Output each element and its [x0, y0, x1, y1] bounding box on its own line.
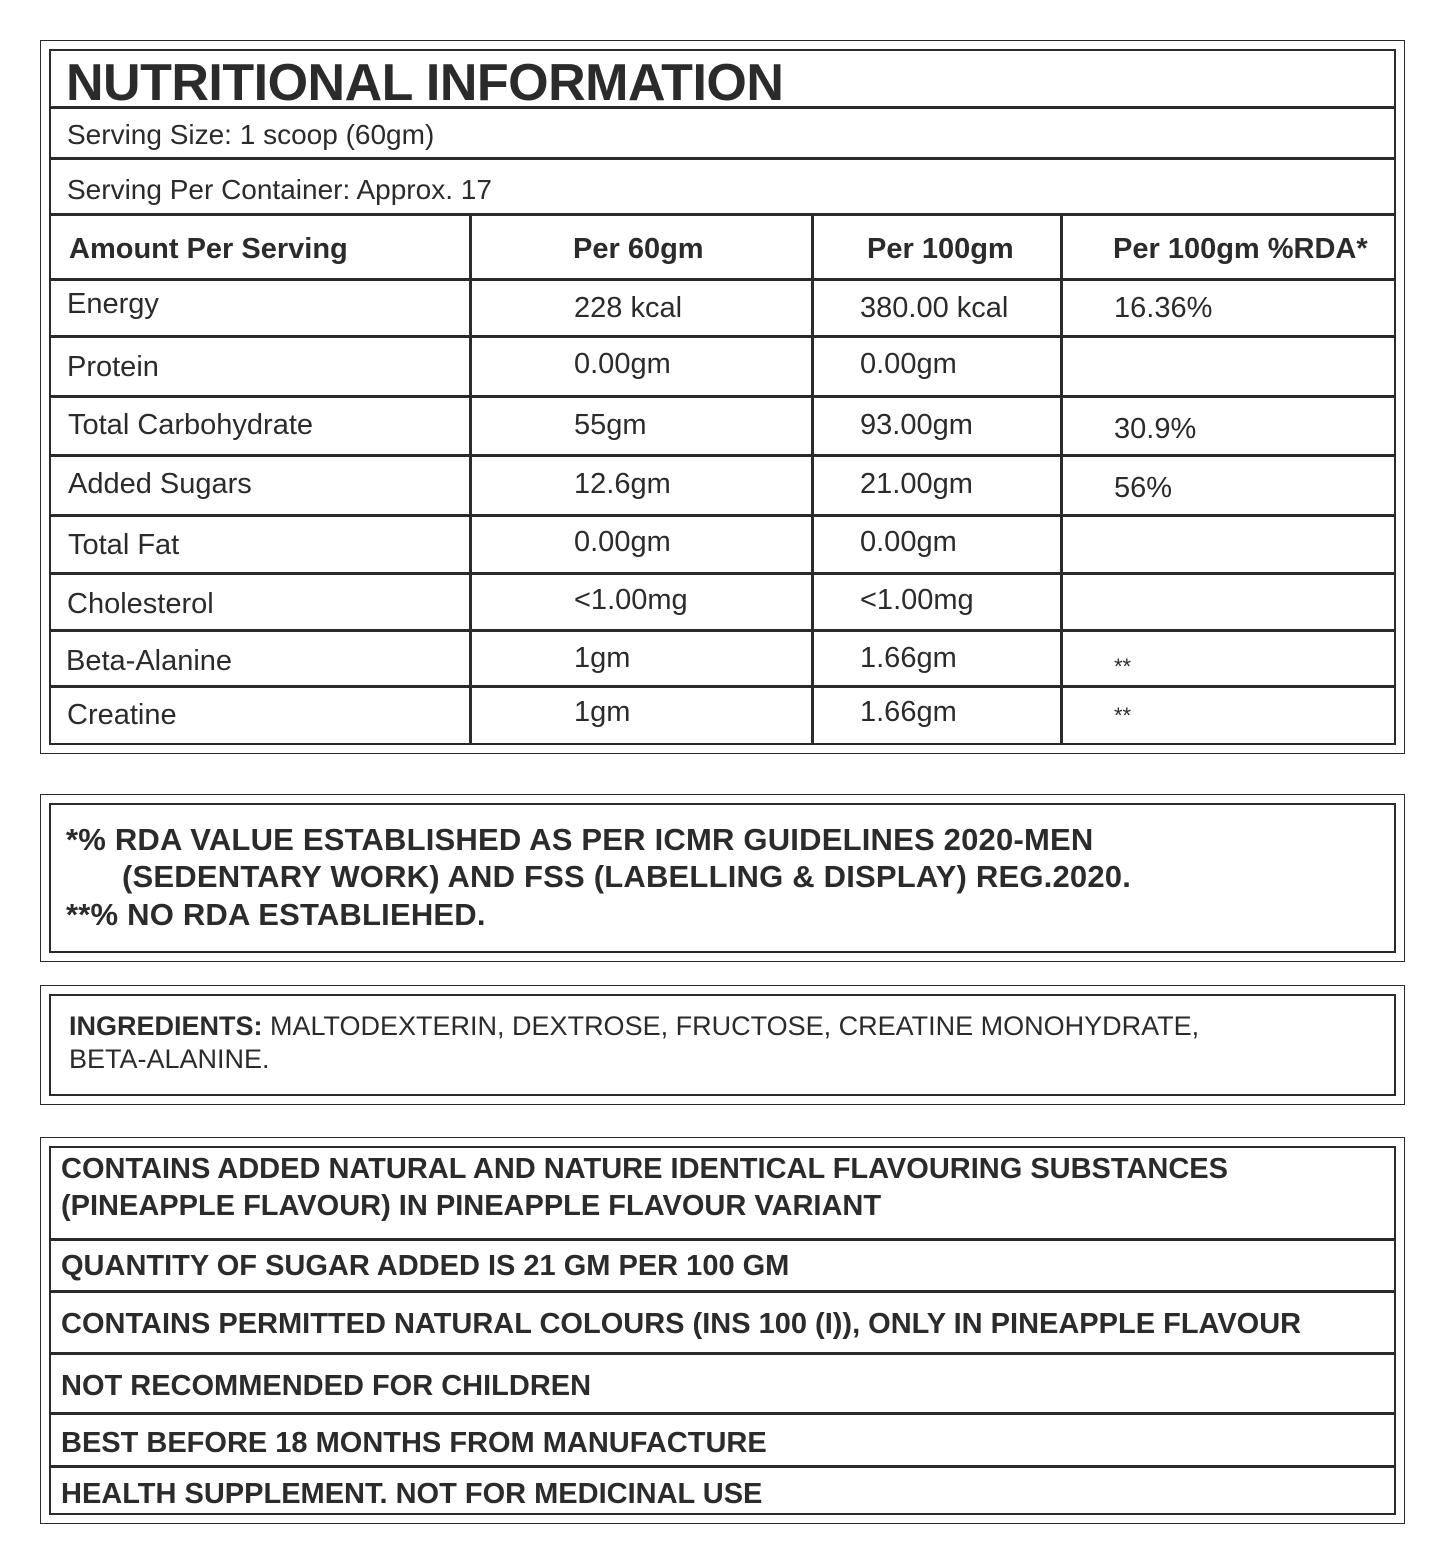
rda-note-line-2: (SEDENTARY WORK) AND FSS (LABELLING & DISPLAY) REG.2020.	[122, 859, 1132, 894]
per-100gm-value: 1.66gm	[860, 642, 957, 674]
per-100gm-value: 21.00gm	[860, 468, 973, 500]
divider	[51, 514, 1394, 517]
divider	[51, 1412, 1394, 1415]
nutrient-name: Protein	[67, 351, 159, 383]
divider	[51, 213, 1394, 216]
rda-value: 56%	[1114, 472, 1173, 504]
divider	[51, 106, 1394, 109]
column-divider	[811, 213, 814, 743]
nutrient-name: Total Fat	[68, 529, 180, 561]
nutrient-name: Beta-Alanine	[66, 645, 233, 677]
per-60gm-value: 1gm	[574, 696, 631, 728]
header-per-100gm: Per 100gm	[867, 233, 1014, 265]
divider	[51, 278, 1394, 281]
rda-value: 30.9%	[1114, 413, 1197, 445]
per-100gm-value: 0.00gm	[860, 348, 957, 380]
ingredients-label: INGREDIENTS:	[69, 1011, 263, 1041]
header-amount-per-serving: Amount Per Serving	[69, 233, 348, 265]
rda-note-line-1: *% RDA VALUE ESTABLISHED AS PER ICMR GUIDELINES 2020-MEN	[66, 822, 1094, 857]
serving-size: Serving Size: 1 scoop (60gm)	[67, 119, 435, 150]
column-divider	[1060, 213, 1063, 743]
per-60gm-value: 228 kcal	[574, 292, 683, 324]
ingredients-box	[49, 994, 1396, 1096]
per-100gm-value: 380.00 kcal	[860, 292, 1009, 324]
divider	[51, 335, 1394, 338]
per-60gm-value: 12.6gm	[574, 468, 671, 500]
flavouring-statement-line-2: (PINEAPPLE FLAVOUR) IN PINEAPPLE FLAVOUR VARIANT	[61, 1190, 882, 1222]
nutrition-table	[49, 49, 1396, 745]
rda-note-line-3: **% NO RDA ESTABLIEHED.	[66, 897, 486, 932]
ingredients-line-2: BETA-ALANINE.	[69, 1044, 270, 1074]
rda-value: **	[1114, 703, 1132, 728]
divider	[51, 454, 1394, 457]
rda-value: 16.36%	[1114, 292, 1213, 324]
column-divider	[469, 213, 472, 743]
statements-box	[49, 1146, 1396, 1515]
per-60gm-value: 55gm	[574, 409, 647, 441]
rda-notes-panel	[40, 794, 1405, 962]
per-100gm-value: 93.00gm	[860, 409, 973, 441]
divider	[51, 1352, 1394, 1355]
children-statement: NOT RECOMMENDED FOR CHILDREN	[61, 1370, 592, 1402]
divider	[51, 629, 1394, 632]
servings-per-container: Serving Per Container: Approx. 17	[67, 174, 492, 205]
nutrition-title: NUTRITIONAL INFORMATION	[66, 54, 784, 112]
nutrient-name: Cholesterol	[67, 588, 214, 620]
per-60gm-value: <1.00mg	[574, 584, 688, 616]
ingredients-list: MALTODEXTERIN, DEXTROSE, FRUCTOSE, CREATINE MONOHYDRATE,	[262, 1011, 1200, 1041]
flavouring-statement-line-1: CONTAINS ADDED NATURAL AND NATURE IDENTICAL FLAVOURING SUBSTANCES	[61, 1153, 1228, 1185]
ingredients-line-1	[69, 1011, 1199, 1042]
divider	[51, 157, 1394, 160]
nutrient-name: Added Sugars	[68, 468, 252, 500]
colours-statement: CONTAINS PERMITTED NATURAL COLOURS (INS 100 (I)), ONLY IN PINEAPPLE FLAVOUR	[61, 1308, 1302, 1340]
supplement-statement: HEALTH SUPPLEMENT. NOT FOR MEDICINAL USE	[61, 1478, 763, 1510]
sugar-statement: QUANTITY OF SUGAR ADDED IS 21 GM PER 100 GM	[61, 1250, 790, 1282]
per-60gm-value: 0.00gm	[574, 348, 671, 380]
divider	[51, 1465, 1394, 1468]
per-100gm-value: <1.00mg	[860, 584, 974, 616]
rda-value: **	[1114, 654, 1132, 679]
per-60gm-value: 1gm	[574, 642, 631, 674]
per-100gm-value: 0.00gm	[860, 526, 957, 558]
nutrient-name: Energy	[67, 288, 159, 320]
divider	[51, 572, 1394, 575]
per-60gm-value: 0.00gm	[574, 526, 671, 558]
nutrition-panel	[40, 40, 1405, 754]
ingredients-panel	[40, 985, 1405, 1105]
divider	[51, 685, 1394, 688]
rda-notes-box	[49, 803, 1396, 953]
statements-panel	[40, 1137, 1405, 1524]
divider	[51, 395, 1394, 398]
per-100gm-value: 1.66gm	[860, 696, 957, 728]
header-per-100gm-rda: Per 100gm %RDA*	[1113, 233, 1368, 265]
header-per-60gm: Per 60gm	[573, 233, 704, 265]
best-before-statement: BEST BEFORE 18 MONTHS FROM MANUFACTURE	[61, 1427, 767, 1459]
divider	[51, 1290, 1394, 1293]
nutrient-name: Creatine	[67, 699, 177, 731]
nutrient-name: Total Carbohydrate	[68, 409, 314, 441]
divider	[51, 1238, 1394, 1241]
